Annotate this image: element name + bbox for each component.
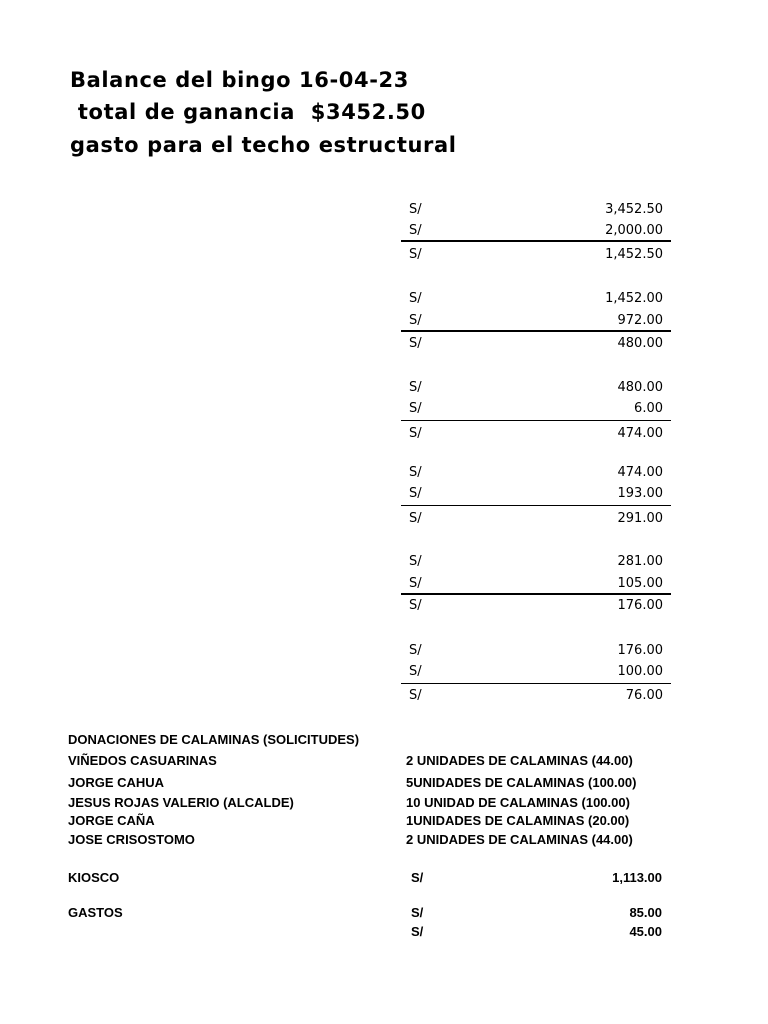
ledger-amount: 176.00 [617,643,663,658]
ledger-amount: 3,452.50 [605,202,663,217]
currency-symbol: S/ [409,401,422,416]
title-total-line: total de ganancia $3452.50 [70,100,426,124]
currency-symbol: S/ [409,511,422,526]
currency-symbol: S/ [409,223,422,238]
currency-symbol: S/ [411,905,424,920]
donation-detail: 10 UNIDAD DE CALAMINAS (100.00) [406,795,630,810]
currency-symbol: S/ [409,291,422,306]
currency-symbol: S/ [409,426,422,441]
ledger-amount: 6.00 [634,401,663,416]
ledger-amount: 105.00 [617,576,663,591]
currency-symbol: S/ [411,924,424,939]
subtotal-rule [401,330,671,332]
ledger-amount: 281.00 [617,554,663,569]
currency-symbol: S/ [409,486,422,501]
donor-name: JORGE CAHUA [68,775,165,790]
ledger-subtotal: 474.00 [617,426,663,441]
donation-detail: 1UNIDADES DE CALAMINAS (20.00) [406,813,630,828]
donations-heading: DONACIONES DE CALAMINAS (SOLICITUDES) [68,732,360,747]
currency-symbol: S/ [409,247,422,262]
donor-name: JESUS ROJAS VALERIO (ALCALDE) [68,795,294,810]
currency-symbol: S/ [411,870,424,885]
subtotal-rule [401,420,671,421]
ledger-amount: 193.00 [617,486,663,501]
ledger-subtotal: 480.00 [617,336,663,351]
subtotal-rule [401,593,671,595]
ledger-subtotal: 76.00 [625,688,663,703]
currency-symbol: S/ [409,554,422,569]
currency-symbol: S/ [409,643,422,658]
ledger-amount: 1,452.00 [605,291,663,306]
ledger-subtotal: 291.00 [617,511,663,526]
gastos-amount: 85.00 [629,905,662,920]
ledger-subtotal: 1,452.50 [605,247,663,262]
currency-symbol: S/ [409,380,422,395]
currency-symbol: S/ [409,598,422,613]
currency-symbol: S/ [409,336,422,351]
subtotal-rule [401,505,671,506]
currency-symbol: S/ [409,313,422,328]
ledger-amount: 100.00 [617,664,663,679]
currency-symbol: S/ [409,465,422,480]
subtotal-rule [401,683,671,684]
donation-detail: 2 UNIDADES DE CALAMINAS (44.00) [406,832,633,847]
currency-symbol: S/ [409,576,422,591]
kiosco-label: KIOSCO [68,870,120,885]
donor-name: JORGE CAÑA [68,813,155,828]
ledger-amount: 480.00 [617,380,663,395]
kiosco-amount: 1,113.00 [612,870,662,885]
title-balance-line: Balance del bingo 16-04-23 [70,68,409,92]
ledger-amount: 972.00 [617,313,663,328]
title-gasto-line: gasto para el techo estructural [70,133,457,157]
currency-symbol: S/ [409,688,422,703]
donation-detail: 2 UNIDADES DE CALAMINAS (44.00) [406,753,633,768]
ledger-amount: 2,000.00 [605,223,663,238]
gastos-label: GASTOS [68,905,123,920]
ledger-subtotal: 176.00 [617,598,663,613]
gastos-amount: 45.00 [629,924,662,939]
donation-detail: 5UNIDADES DE CALAMINAS (100.00) [406,775,637,790]
subtotal-rule [401,240,671,242]
donor-name: VIÑEDOS CASUARINAS [68,753,217,768]
donor-name: JOSE CRISOSTOMO [68,832,195,847]
currency-symbol: S/ [409,664,422,679]
ledger-amount: 474.00 [617,465,663,480]
currency-symbol: S/ [409,202,422,217]
